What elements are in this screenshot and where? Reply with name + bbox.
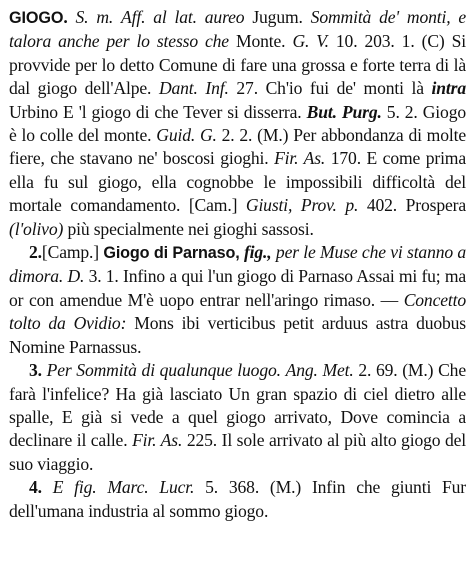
citation-ref: 10. 203. 1. — [335, 31, 415, 52]
entry-giogo: GIOGO. S. m. Aff. al lat. aureo Jugum. Sommità de' monti, e talora anche per lo stesso che Monte. G. V. 10. 203. 1. (C) Si provvide per lo detto Comune di fare una grossa e forte terra di là dal giogo dell'Alpe. Dant. Inf. 27. Ch'io fui de' monti là intra Urbino E 'l giogo di che Tever si disserra. But. Purg. 5. 2. Giogo è lo colle del monte. Guid. G. 2. 2. (M.) Per abbondanza di molte fiere, che stavano ne' boscosi gioghi. Fir. As. 170. E come prima ella fu sul giogo, ella cognobbe le impossibili difficoltà del mortale comandamento. [Cam.] Giusti, Prov. p. 402. Prospera (l'olivo) più specialmente nei gioghi sassosi. — [9, 7, 467, 239]
sense-note: Concetto tolto da Ovidio: — [9, 289, 467, 334]
sense-definition: per le Muse che vi stanno a dimora. — [9, 242, 467, 287]
sense-tag: [Camp.] — [41, 242, 99, 263]
citation-tag: (M.) — [257, 125, 289, 146]
citation-tag: (C) — [421, 31, 445, 52]
citation-text: Urbino E 'l giogo di che Tever si disserra. — [9, 101, 302, 122]
sense-number: 4. — [29, 477, 42, 498]
citation-ref: 5. 368. — [205, 477, 260, 498]
citation-source: Marc. Lucr. — [107, 477, 195, 498]
citation-emphasis: intra — [431, 78, 467, 99]
citation-ref: 402. — [366, 195, 398, 216]
citation-text: Infino a qui l'un giogo di Parnaso Assai mi fu; ma or con amendue M'è uopo entrar nell'aringo rimaso. — — [9, 266, 467, 310]
citation-tag: (M.) — [402, 360, 434, 381]
etymology-word: Jugum. — [252, 7, 303, 27]
sense-2 — [9, 241, 466, 359]
citation-text: Giogo è lo colle del monte. — [9, 101, 466, 146]
citation-ref: 27. — [236, 78, 258, 99]
citation-source: But. Purg. — [306, 101, 382, 122]
citation-gloss: (l'olivo) — [9, 218, 64, 239]
headword: GIOGO — [9, 9, 64, 27]
citation-source: D. — [67, 266, 85, 287]
latin-quote: Mons ibi verticibus petit arduus astra duobus Nomine Parnassus. — [9, 313, 466, 357]
citation-ref: 3. 1. — [88, 266, 119, 287]
part-of-speech: S. m. — [75, 7, 114, 27]
citation-ref: 225. — [186, 430, 218, 451]
citation-ref: 170. — [330, 148, 361, 169]
sense-phrase: Giogo di Parnaso, — [103, 244, 240, 263]
citation-source: Dant. Inf. — [158, 78, 229, 99]
citation-text: Per abbondanza di molte fiere, che stavano ne' boscosi gioghi. — [9, 125, 466, 169]
citation-text: Si provvide per lo detto Comune di fare una grossa e forte terra di là dal giogo dell'Alpe. — [9, 31, 467, 99]
citation-source: Ang. Met. — [285, 360, 354, 381]
citation-text: Infin che giunti Fur dell'umana industria al sommo giogo. — [9, 477, 467, 521]
etymology: Aff. al lat. aureo — [121, 7, 245, 27]
citation-source: G. V. — [292, 31, 329, 52]
definition: Sommità de' monti, e talora anche per lo stesso che — [9, 7, 467, 52]
sense-definition: Per Sommità di qualunque luogo. — [46, 360, 281, 381]
definition-word: Monte. — [236, 31, 286, 52]
sense-number: 3. — [29, 360, 42, 381]
sense-definition: E fig. — [52, 477, 97, 498]
citation-source: Giusti, Prov. p. — [245, 195, 359, 216]
citation-ref: 2. 69. — [358, 360, 398, 381]
sense-fig: fig., — [243, 242, 272, 263]
citation-tag: (M.) — [269, 477, 302, 498]
citation-ref: 5. 2. — [386, 101, 418, 122]
sense-3 — [9, 359, 466, 476]
citation-source: Fir. As. — [274, 148, 326, 169]
citation-text: Prospera — [405, 195, 467, 216]
citation-text: E come prima ella fu sul giogo, ella cognobbe le impossibili difficoltà del mortale comandamento. — [9, 148, 467, 216]
citation-source: Guid. G. — [156, 125, 217, 146]
citation-tag: [Cam.] — [188, 195, 238, 216]
citation-text: Ch'io fui de' monti là — [265, 78, 424, 99]
citation-source: Fir. As. — [132, 430, 183, 451]
citation-ref: 2. 2. — [221, 125, 253, 146]
sense-number: 2. — [29, 242, 42, 263]
sense-4 — [9, 476, 466, 523]
citation-text: Che farà l'infelice? Ha già lasciato Un gran spazio di ciel dietro alle spalle, E già si vede a quel giogo arrivato, Dove comincia a declinare il calle. — [9, 360, 466, 451]
citation-text: Il sole arrivato al più alto giogo del suo viaggio. — [9, 430, 467, 474]
citation-text: più specialmente nei gioghi sassosi. — [67, 218, 314, 239]
